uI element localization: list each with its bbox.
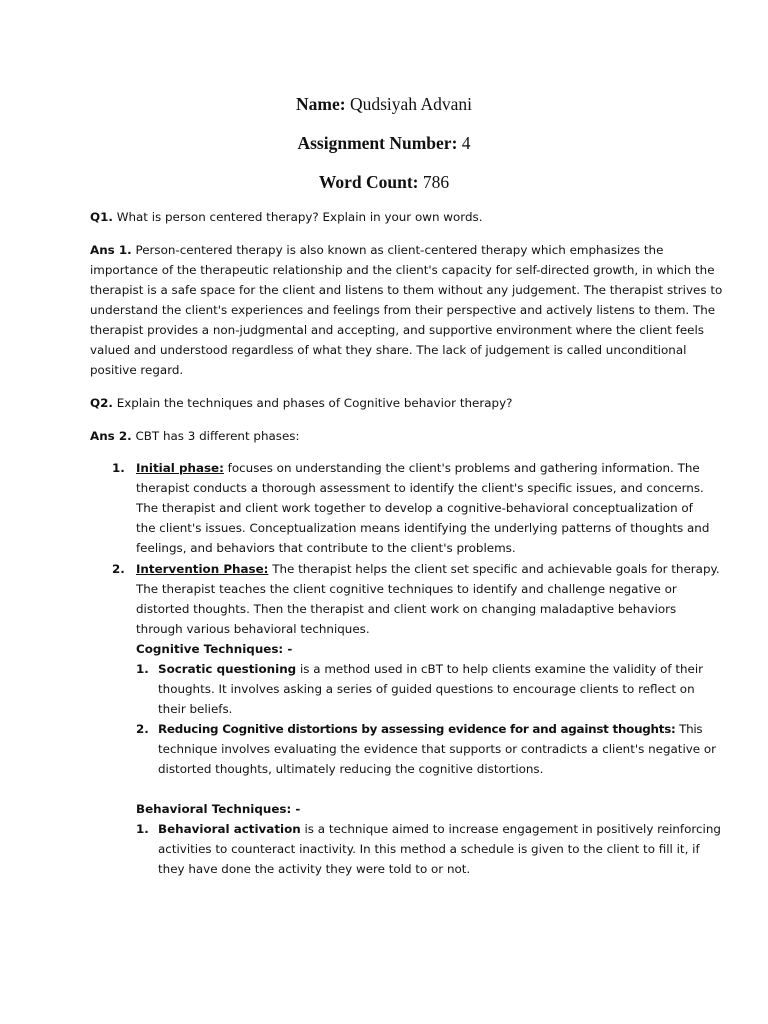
assignment-label: Assignment Number:	[297, 133, 458, 153]
cognitive-item-1-title: Socratic questioning	[158, 662, 297, 676]
phase-1-text: focuses on understanding the client's problems and gathering information. The	[227, 461, 700, 475]
cognitive-heading-text: Cognitive Techniques: -	[136, 642, 293, 656]
phase-2-number: 2.	[112, 562, 125, 576]
answer-1-line-1	[90, 242, 663, 258]
answer-2-label: Ans 2.	[90, 429, 132, 443]
behavioral-heading-text: Behavioral Techniques: -	[136, 802, 301, 816]
cognitive-item-1-line-2: thoughts. It involves asking a series of guided questions to encourage clients to reflect on	[158, 682, 695, 696]
phase-2-line-4: through various behavioral techniques.	[136, 622, 370, 636]
question-1-label: Q1.	[90, 210, 113, 224]
answer-2	[90, 428, 299, 444]
answer-1-line-5: therapist provides a non-judgmental and accepting, and supportive environment where the client feels	[90, 323, 704, 337]
answer-1-line-7: positive regard.	[90, 363, 184, 377]
phase-2-line-3: distorted thoughts. Then the therapist and client work on changing maladaptive behaviors	[136, 602, 677, 616]
behavioral-heading	[136, 801, 300, 817]
cognitive-item-2-line-3: distorted thoughts, ultimately reducing the cognitive distortions.	[158, 762, 544, 776]
question-2	[90, 395, 512, 411]
question-1	[90, 209, 483, 225]
phase-1-line-3: The therapist and client work together to develop a cognitive-behavioral conceptualization of	[136, 501, 693, 515]
answer-1-text: Person-centered therapy is also known as client-centered therapy which emphasizes the	[135, 243, 664, 257]
cognitive-item-1-number: 1.	[136, 662, 149, 676]
cognitive-item-1-line-3: their beliefs.	[158, 702, 233, 716]
behavioral-item-1-line-3: they have done the activity they were told to or not.	[158, 862, 471, 876]
cognitive-item-2-number: 2.	[136, 722, 149, 736]
cognitive-heading	[136, 641, 292, 657]
answer-1-line-4: understand the client's experiences and feelings from their perspective and actively listens to them. The	[90, 303, 716, 317]
cognitive-item-2-title: Reducing Cognitive distortions by assessing evidence for and against thoughts:	[158, 722, 676, 736]
name-label: Name:	[296, 94, 346, 114]
phase-2-title: Intervention Phase:	[136, 562, 269, 576]
wordcount-label: Word Count:	[318, 172, 419, 192]
name-line	[0, 93, 768, 115]
behavioral-item-1-title: Behavioral activation	[158, 822, 301, 836]
phase-1-line-1	[136, 460, 700, 476]
name-value: Qudsiyah Advani	[349, 94, 472, 114]
question-1-text: What is person centered therapy? Explain in your own words.	[116, 210, 483, 224]
cognitive-item-1-text: is a method used in cBT to help clients examine the validity of their	[299, 662, 704, 676]
behavioral-item-1-text: is a technique aimed to increase engagement in positively reinforcing	[304, 822, 721, 836]
phase-1-line-5: feelings, and behaviors that contribute to the client's problems.	[136, 541, 516, 555]
assignment-line	[0, 132, 768, 154]
behavioral-item-1-line-1	[158, 821, 721, 837]
answer-1-line-6: valued and understood regardless of what they share. The lack of judgement is called unconditional	[90, 343, 687, 357]
cognitive-item-2-text: This	[679, 722, 703, 736]
cognitive-item-2-line-1	[158, 721, 702, 737]
answer-1-line-2: importance of the therapeutic relationship and the client's capacity for self-directed growth, in which the	[90, 263, 715, 277]
phase-2-line-2: The therapist teaches the client cognitive techniques to identify and challenge negative or	[136, 582, 677, 596]
cognitive-item-2-line-2: technique involves evaluating the evidence that supports or contradicts a client's negative or	[158, 742, 717, 756]
answer-1-line-3: therapist is a safe space for the client and listens to them without any judgement. The therapist strives to	[90, 283, 723, 297]
phase-2-line-1	[136, 561, 720, 577]
phase-1-title: Initial phase:	[136, 461, 224, 475]
answer-2-text: CBT has 3 different phases:	[135, 429, 300, 443]
answer-1-label: Ans 1.	[90, 243, 132, 257]
behavioral-item-1-number: 1.	[136, 822, 149, 836]
wordcount-value: 786	[422, 172, 450, 192]
wordcount-line	[0, 171, 768, 193]
question-2-text: Explain the techniques and phases of Cognitive behavior therapy?	[116, 396, 513, 410]
behavioral-item-1-line-2: activities to counteract inactivity. In this method a schedule is given to the client to fill it, if	[158, 842, 700, 856]
phase-1-number: 1.	[112, 461, 125, 475]
phase-1-line-2: therapist conducts a thorough assessment to identify the client's specific issues, and concerns.	[136, 481, 704, 495]
question-2-label: Q2.	[90, 396, 113, 410]
phase-2-text: The therapist helps the client set specific and achievable goals for therapy.	[272, 562, 720, 576]
assignment-value: 4	[461, 133, 471, 153]
cognitive-item-1-line-1	[158, 661, 703, 677]
phase-1-line-4: the client's issues. Conceptualization means identifying the underlying patterns of thoughts and	[136, 521, 710, 535]
